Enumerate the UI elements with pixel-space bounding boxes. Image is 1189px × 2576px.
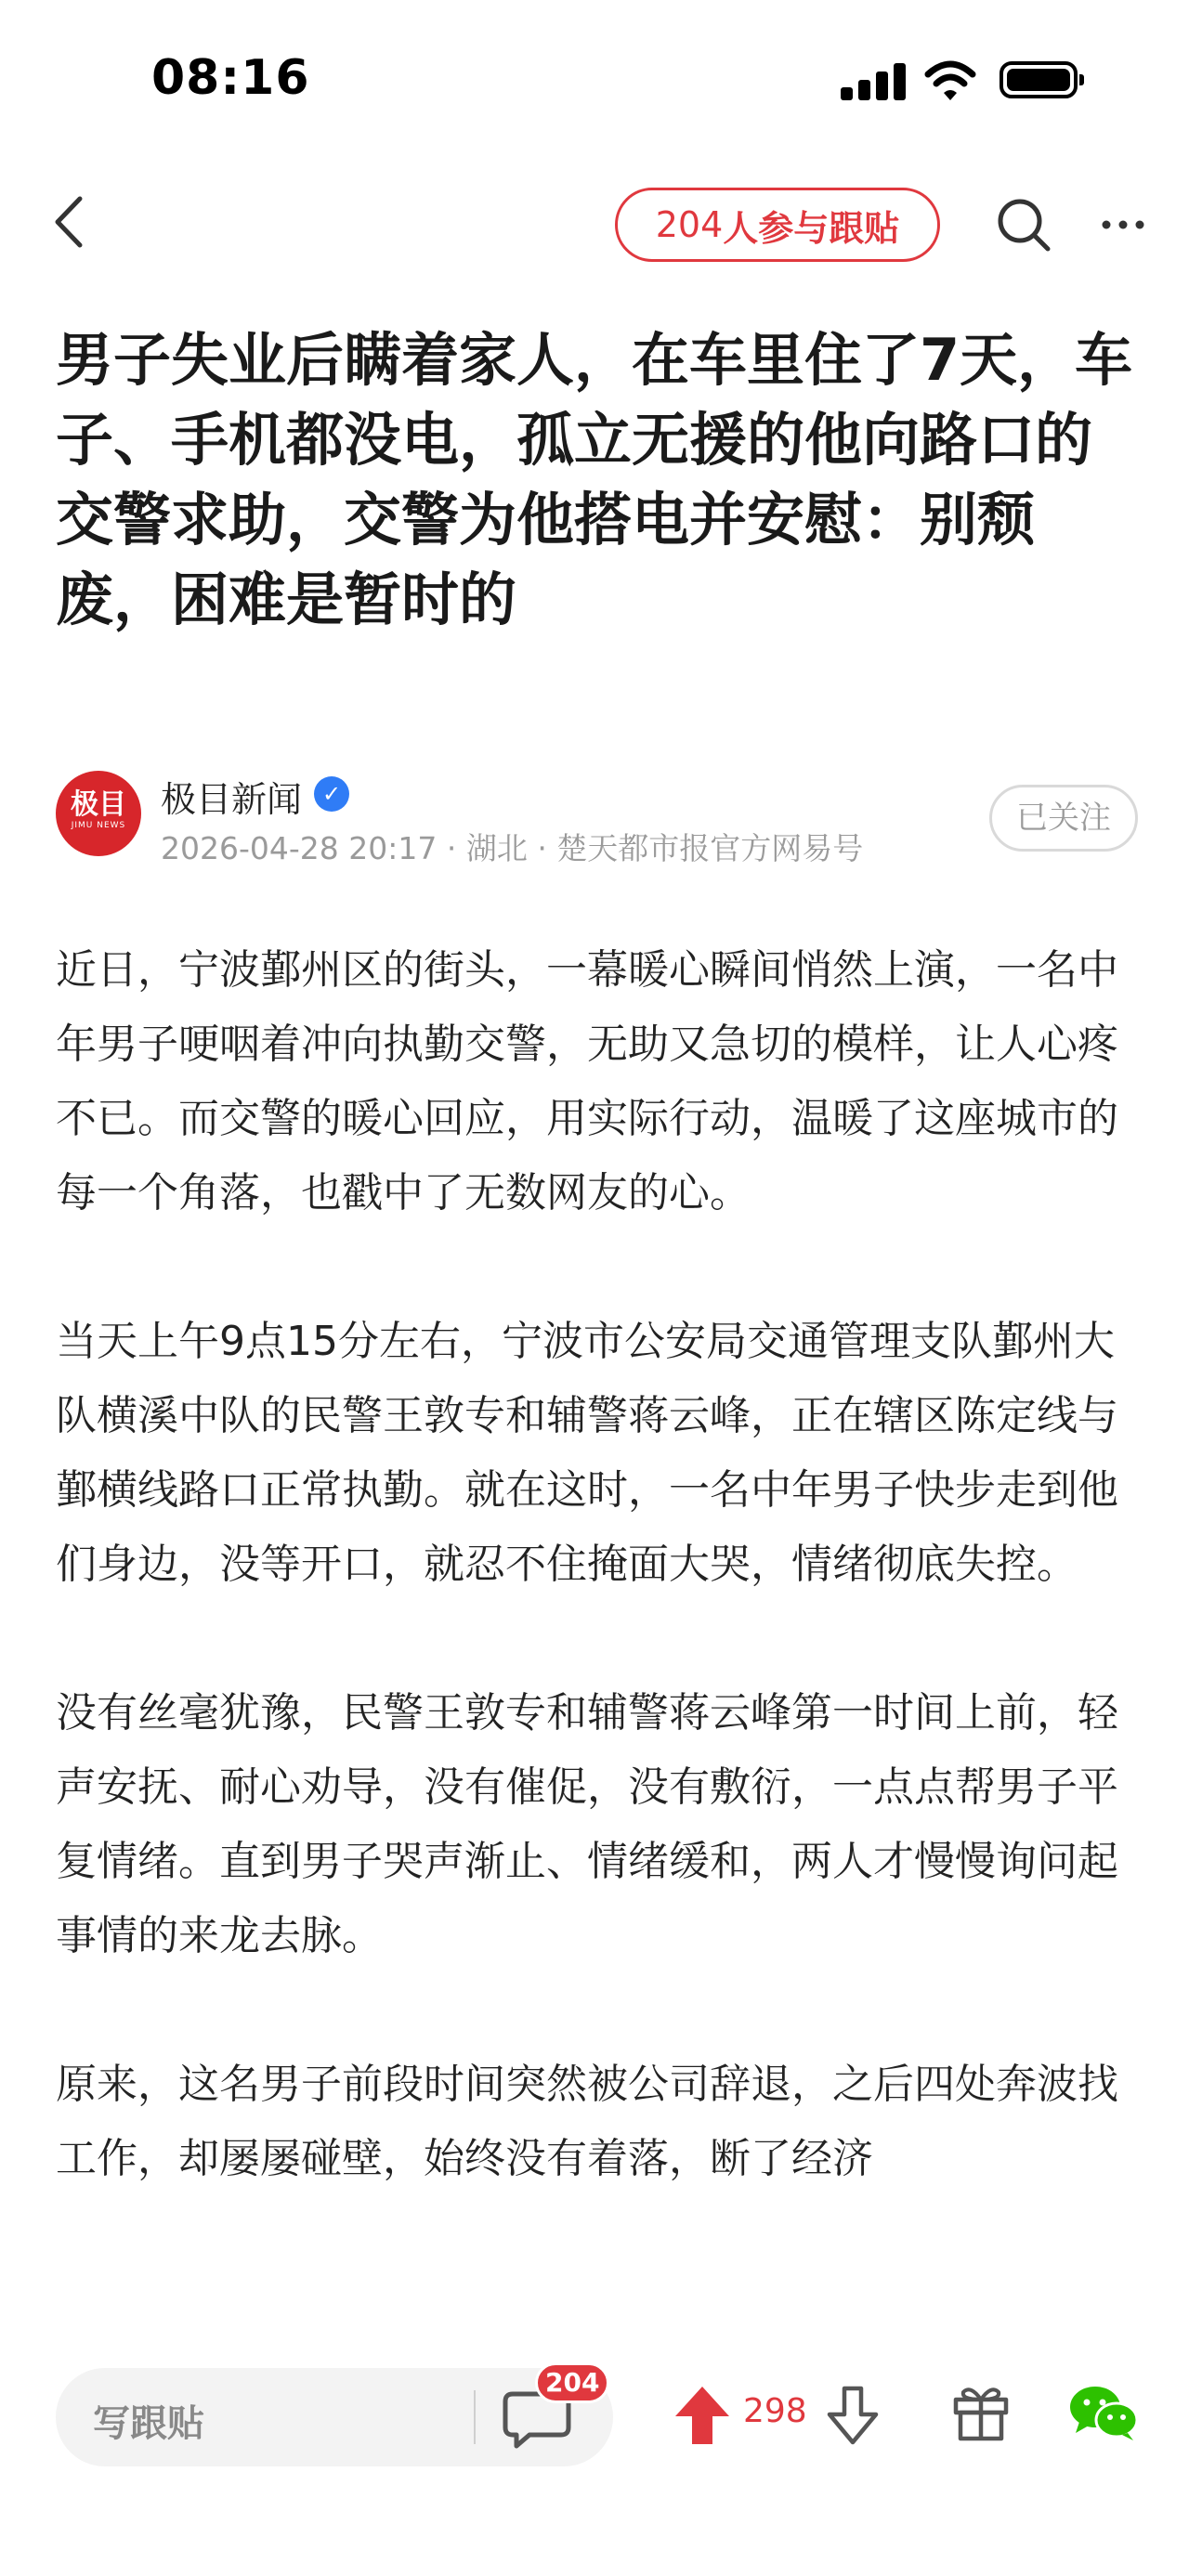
nav-bar <box>0 167 1189 279</box>
battery-icon <box>1000 61 1078 98</box>
avatar-logo-text: 极目 <box>71 788 126 821</box>
author-meta: 2026-04-28 20:17 · 湖北 · 楚天都市报官方网易号 <box>161 830 864 866</box>
article-paragraph: 当天上午9点15分左右，宁波市公安局交通管理支队鄞州大队横溪中队的民警王敦专和辅警蒋云峰，正在辖区陈定线与鄞横线路口正常执勤。就在这时，一名中年男子快步走到他们身边，没等开口，就忍不住掩面大哭，情绪彻底失控。 <box>56 1318 1118 1588</box>
article-paragraph: 原来，这名男子前段时间突然被公司辞退，之后四处奔波找工作，却屡屡碰壁，始终没有着落，断了经济 <box>56 2061 1118 2182</box>
search-icon[interactable] <box>994 195 1053 254</box>
reply-placeholder: 写跟贴 <box>93 2402 204 2445</box>
reply-divider <box>474 2390 476 2444</box>
author-name[interactable]: 极目新闻 <box>161 779 303 820</box>
comment-count-button[interactable] <box>615 188 940 262</box>
bottom-action-bar <box>0 2340 1189 2576</box>
author-row <box>56 761 1143 864</box>
status-time: 08:16 <box>151 50 310 106</box>
vote-count: 298 <box>743 2392 807 2430</box>
verified-icon: ✓ <box>314 776 349 812</box>
reply-input[interactable] <box>56 2368 613 2466</box>
comment-count: 204 <box>655 204 724 245</box>
status-bar <box>0 0 1189 158</box>
comment-label: 人参与跟贴 <box>723 207 900 249</box>
comment-badge: 204 <box>535 2362 609 2403</box>
article-title: 男子失业后瞒着家人，在车里住了7天，车子、手机都没电，孤立无援的他向路口的交警求助，交警为他搭电并安慰：别颓废，困难是暂时的 <box>56 326 1133 633</box>
downvote-icon[interactable] <box>824 2385 882 2446</box>
article-paragraph: 近日，宁波鄞州区的街头，一幕暖心瞬间悄然上演，一名中年男子哽咽着冲向执勤交警，无助又急切的模样，让人心疼不已。而交警的暖心回应，用实际行动，温暖了这座城市的每一个角落，也戳中了无数网友的心。 <box>56 946 1118 1216</box>
author-avatar[interactable] <box>56 771 141 856</box>
cellular-signal-icon <box>841 61 906 100</box>
avatar-logo-subtext: JIMU NEWS <box>71 821 126 830</box>
follow-button[interactable]: 已关注 <box>989 785 1138 852</box>
wifi-icon <box>924 59 976 102</box>
more-icon[interactable] <box>1098 197 1148 253</box>
article-paragraph: 没有丝毫犹豫，民警王敦专和辅警蒋云峰第一时间上前，轻声安抚、耐心劝导，没有催促，没有敷衍，一点点帮男子平复情绪。直到男子哭声渐止、情绪缓和，两人才慢慢询问起事情的来龙去脉。 <box>56 1689 1118 1959</box>
upvote-icon[interactable] <box>673 2385 731 2446</box>
article-body <box>56 933 1143 2363</box>
back-icon[interactable] <box>46 193 93 251</box>
gift-icon[interactable] <box>950 2381 1012 2442</box>
wechat-icon[interactable] <box>1068 2383 1139 2442</box>
